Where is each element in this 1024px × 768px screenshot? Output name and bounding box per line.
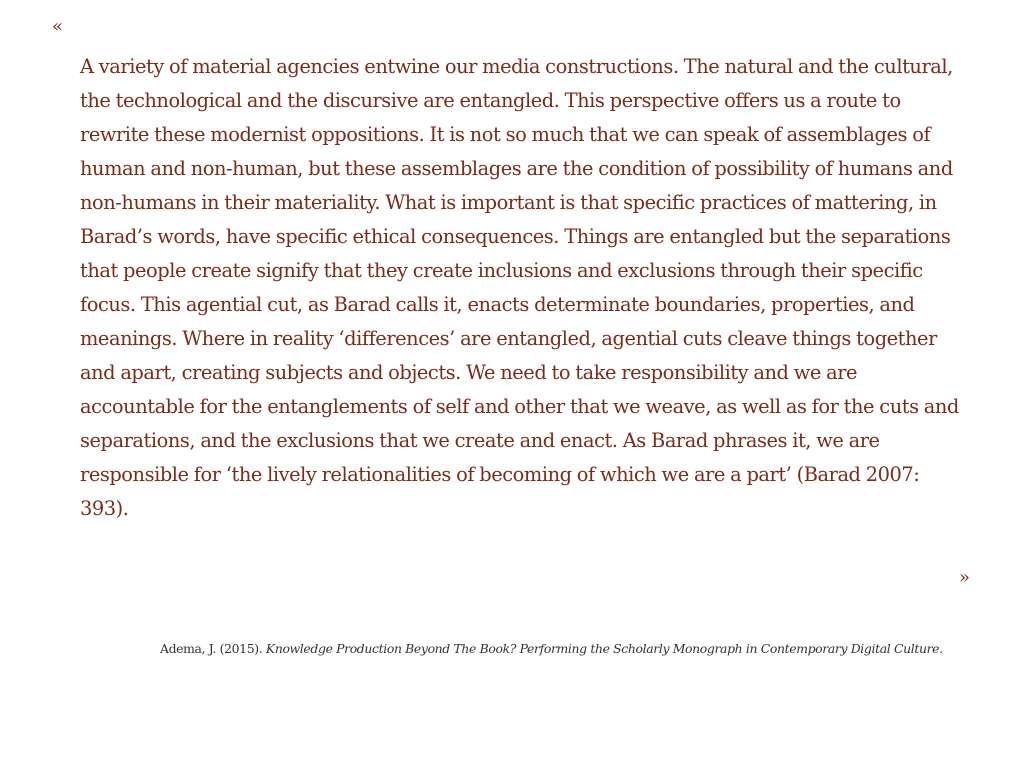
close-quote-mark: » [959,567,971,588]
citation-title: Knowledge Production Beyond The Book? Performing the Scholarly Monograph in Contemporary Digital Culture. [265,641,943,656]
quote-text: A variety of material agencies entwine our media constructions. The natural and the cultural, the technological and the discursive are entangled. This perspective offers us a route to rewrite these modernist oppositions. It is not so much that we can speak of assemblages of human and non-human, but these assemblages are the condition of possibility of humans and non-humans in their materiality. What is important is that specific practices of mattering, in Barad’s words, have specific ethical consequences. Things are entangled but the separations that people create signify that they create inclusions and exclusions through their specific focus. This agential cut, as Barad calls it, enacts determinate boundaries, properties, and meanings. Where in reality ‘differences’ are entangled, agential cuts cleave things together and apart, creating subjects and objects. We need to take responsibility and we are accountable for the entanglements of self and other that we weave, as well as for the cuts and separations, and the exclusions that we create and enact. As Barad phrases it, we are responsible for ‘the lively relationalities of becoming of which we are a part’ (Barad 2007: 393). [80,55,959,520]
open-quote-mark: « [52,16,64,37]
citation [160,640,1010,658]
citation-author-year: Adema, J. (2015). [160,641,263,656]
